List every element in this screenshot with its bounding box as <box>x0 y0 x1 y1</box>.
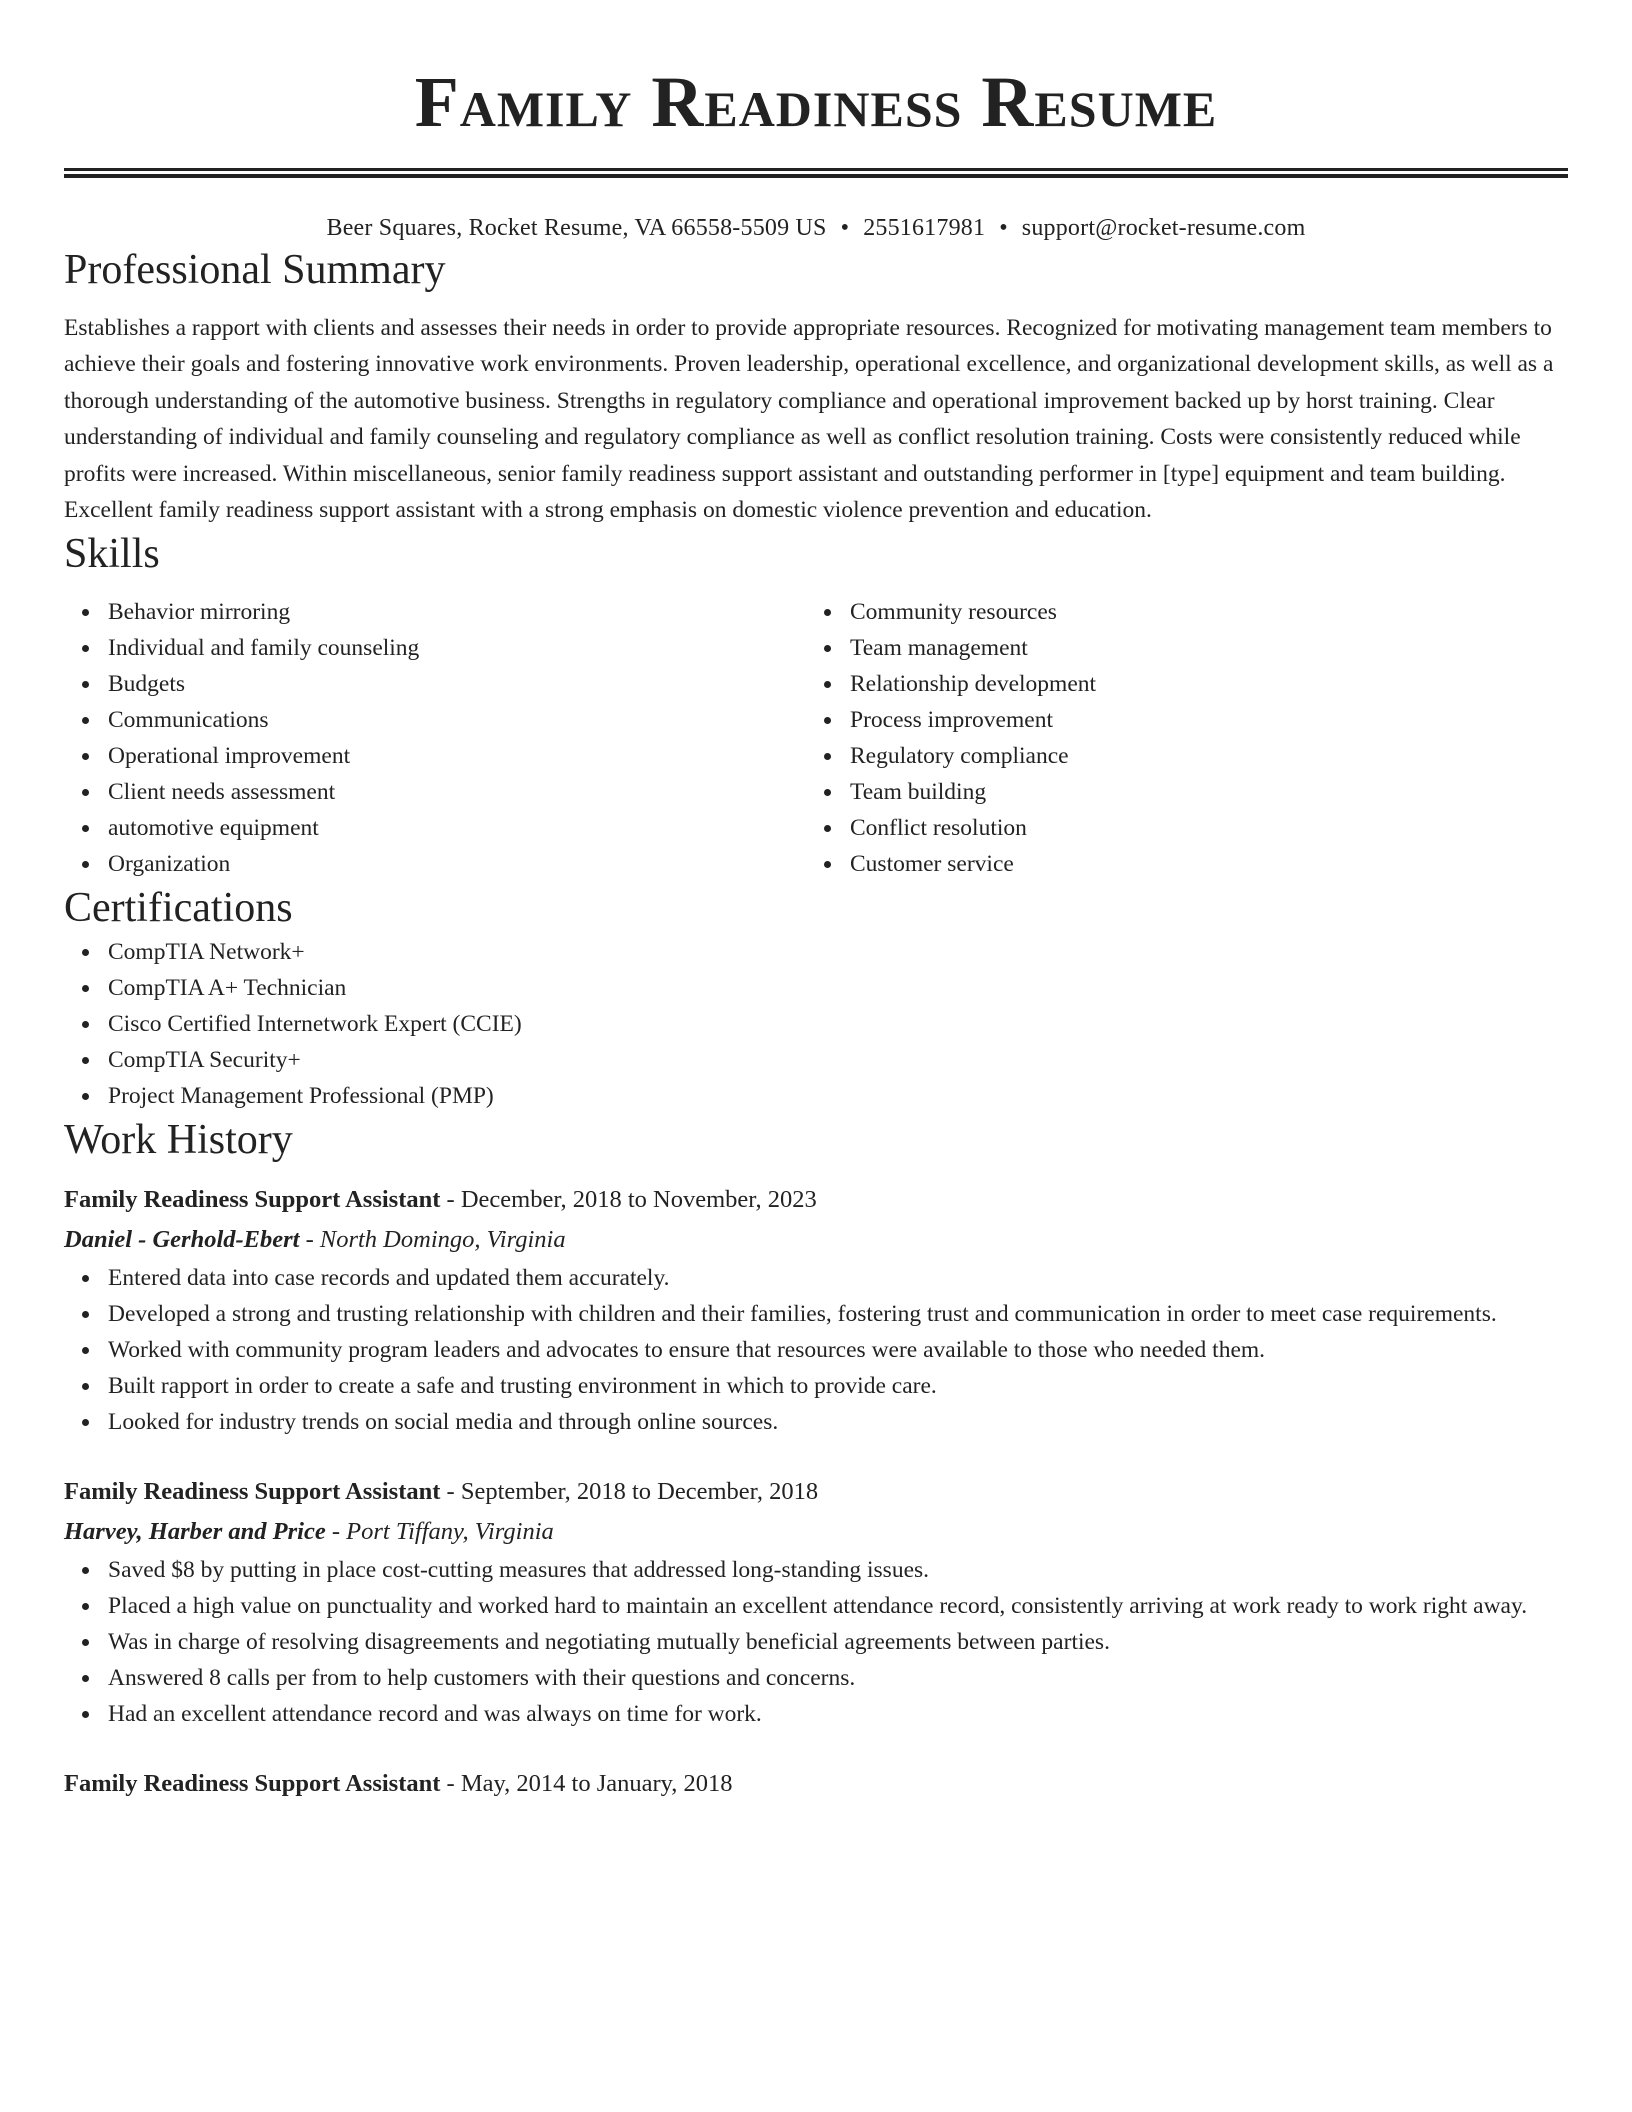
certifications-list <box>64 934 1568 1114</box>
job-title: Family Readiness Support Assistant <box>64 1770 441 1798</box>
skills-list-left <box>64 594 806 882</box>
job-entry <box>64 1180 1568 1440</box>
skills-column-right <box>806 594 1548 882</box>
job-duties-list <box>64 1552 1568 1732</box>
contact-line <box>64 212 1568 244</box>
list-item: Organization <box>108 846 806 882</box>
job-dates: - December, 2018 to November, 2023 <box>440 1186 817 1214</box>
list-item: Client needs assessment <box>108 774 806 810</box>
contact-phone: 2551617981 <box>863 215 986 241</box>
title-divider <box>64 168 1568 178</box>
list-item: Had an excellent attendance record and was always on time for work. <box>108 1696 1568 1732</box>
summary-heading: Professional Summary <box>64 247 446 293</box>
list-item: Looked for industry trends on social media and through online sources. <box>108 1404 1568 1440</box>
list-item: Community resources <box>850 594 1548 630</box>
list-item: Relationship development <box>850 666 1548 702</box>
job-company: Harvey, Harber and Price <box>64 1518 326 1546</box>
list-item: Process improvement <box>850 702 1548 738</box>
list-item: Team management <box>850 630 1548 666</box>
work-history-heading: Work History <box>64 1117 293 1164</box>
list-item: Was in charge of resolving disagreements and negotiating mutually beneficial agreements between parties. <box>108 1624 1568 1660</box>
skills-column-left <box>64 594 806 882</box>
job-dates: - September, 2018 to December, 2018 <box>440 1478 819 1506</box>
contact-email: support@rocket-resume.com <box>1021 215 1306 241</box>
job-dates: - May, 2014 to January, 2018 <box>440 1770 733 1798</box>
skills-heading: Skills <box>64 531 160 578</box>
job-entry <box>64 1764 1568 1804</box>
skills-list-right <box>806 594 1548 882</box>
skills-grid <box>64 594 1568 882</box>
job-company: Daniel - Gerhold-Ebert <box>64 1226 300 1254</box>
certifications-heading: Certifications <box>64 885 293 932</box>
resume-title: Family Readiness Resume <box>414 62 1218 142</box>
list-item: Conflict resolution <box>850 810 1548 846</box>
list-item: automotive equipment <box>108 810 806 846</box>
job-location: - North Domingo, Virginia <box>299 1226 566 1254</box>
list-item: Individual and family counseling <box>108 630 806 666</box>
list-item: CompTIA A+ Technician <box>108 970 1568 1006</box>
job-header <box>64 1764 1568 1804</box>
job-employer <box>64 1512 1568 1552</box>
contact-separator: • <box>840 215 850 241</box>
job-title: Family Readiness Support Assistant <box>64 1478 441 1506</box>
contact-address: Beer Squares, Rocket Resume, VA 66558-5509 US <box>326 215 827 241</box>
list-item: Budgets <box>108 666 806 702</box>
job-duties-list <box>64 1260 1568 1440</box>
contact-separator: • <box>999 215 1008 241</box>
list-item: Behavior mirroring <box>108 594 806 630</box>
list-item: Regulatory compliance <box>850 738 1548 774</box>
job-title: Family Readiness Support Assistant <box>64 1186 441 1214</box>
list-item: Cisco Certified Internetwork Expert (CCIE) <box>108 1006 1568 1042</box>
list-item: Built rapport in order to create a safe and trusting environment in which to provide care. <box>108 1368 1568 1404</box>
job-header <box>64 1472 1568 1512</box>
list-item: Worked with community program leaders and advocates to ensure that resources were available to those who needed them. <box>108 1332 1568 1368</box>
job-employer <box>64 1220 1568 1260</box>
list-item: Customer service <box>850 846 1548 882</box>
list-item: Answered 8 calls per from to help customers with their questions and concerns. <box>108 1660 1568 1696</box>
list-item: Placed a high value on punctuality and worked hard to maintain an excellent attendance record, consistently arriving at work ready to work right away. <box>108 1588 1568 1624</box>
list-item: Developed a strong and trusting relationship with children and their families, fostering trust and communication in order to meet case requirements. <box>108 1296 1568 1332</box>
summary-text: Establishes a rapport with clients and assesses their needs in order to provide appropriate resources. Recognized for motivating management team members to achieve their goals and fostering innovative work environments. Proven leadership, operational excellence, and organizational development skills, as well as a thorough understanding of the automotive business. Strengths in regulatory compliance and operational improvement backed up by horst training. Clear understanding of individual and family counseling and regulatory compliance as well as conflict resolution training. Costs were consistently reduced while profits were increased. Within miscellaneous, senior family readiness support assistant and outstanding performer in [type] equipment and team building. Excellent family readiness support assistant with a strong emphasis on domestic violence prevention and education. <box>64 315 1554 524</box>
list-item: CompTIA Network+ <box>108 934 1568 970</box>
job-entry <box>64 1472 1568 1732</box>
list-item: Operational improvement <box>108 738 806 774</box>
list-item: Project Management Professional (PMP) <box>108 1078 1568 1114</box>
list-item: Communications <box>108 702 806 738</box>
list-item: Team building <box>850 774 1548 810</box>
job-location: - Port Tiffany, Virginia <box>325 1518 554 1546</box>
list-item: Saved $8 by putting in place cost-cutting measures that addressed long-standing issues. <box>108 1552 1568 1588</box>
list-item: Entered data into case records and updated them accurately. <box>108 1260 1568 1296</box>
job-header <box>64 1180 1568 1220</box>
list-item: CompTIA Security+ <box>108 1042 1568 1078</box>
